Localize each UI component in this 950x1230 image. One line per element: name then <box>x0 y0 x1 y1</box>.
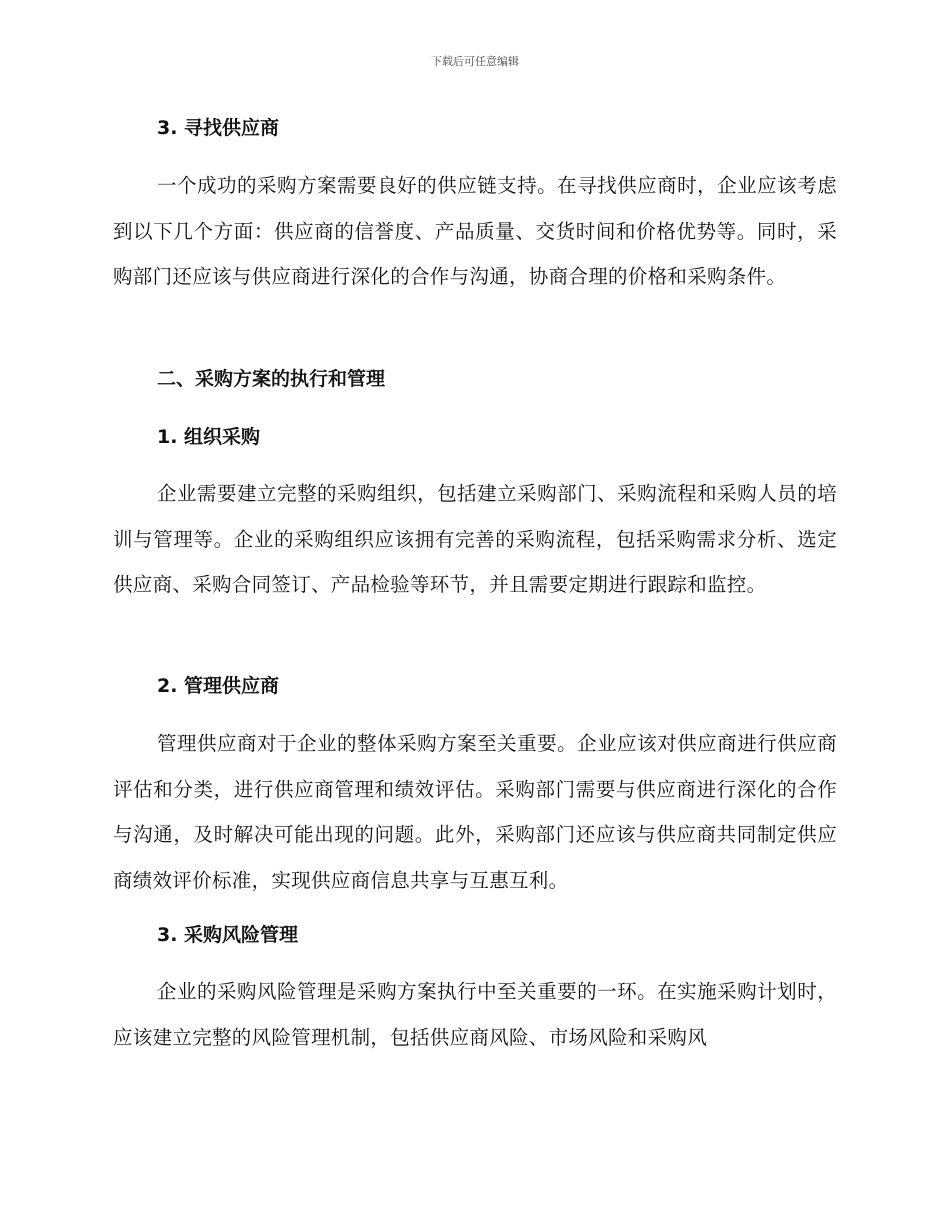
page-header: 下载后可任意编辑 <box>431 55 519 68</box>
chapter-heading-execution: 二、采购方案的执行和管理 <box>157 368 386 390</box>
section-heading-manage-suppliers: 2. 管理供应商 <box>157 675 280 697</box>
section-heading-risk-management: 3. 采购风险管理 <box>157 924 299 946</box>
paragraph-organize-procurement: 企业需要建立完整的采购组织，包括建立采购部门、采购流程和采购人员的培训与管理等。企业的采购组织应该拥有完善的采购流程，包括采购需求分析、选定供应商、采购合同签订、产品检验等环节，并且需要定期进行跟踪和监控。 <box>113 482 837 596</box>
paragraph-find-suppliers: 一个成功的采购方案需要良好的供应链支持。在寻找供应商时，企业应该考虑到以下几个方面：供应商的信誉度、产品质量、交货时间和价格优势等。同时，采购部门还应该与供应商进行深化的合作与沟通，协商合理的价格和采购条件。 <box>113 174 837 288</box>
section-heading-organize-procurement: 1. 组织采购 <box>157 426 261 448</box>
paragraph-risk-management: 企业的采购风险管理是采购方案执行中至关重要的一环。在实施采购计划时，应该建立完整的风险管理机制，包括供应商风险、市场风险和采购风 <box>113 980 837 1049</box>
section-heading-find-suppliers: 3. 寻找供应商 <box>157 117 280 139</box>
paragraph-manage-suppliers: 管理供应商对于企业的整体采购方案至关重要。企业应该对供应商进行供应商评估和分类，进行供应商管理和绩效评估。采购部门需要与供应商进行深化的合作与沟通，及时解决可能出现的问题。此外，采购部门还应该与供应商共同制定供应商绩效评价标准，实现供应商信息共享与互惠互利。 <box>113 732 837 892</box>
